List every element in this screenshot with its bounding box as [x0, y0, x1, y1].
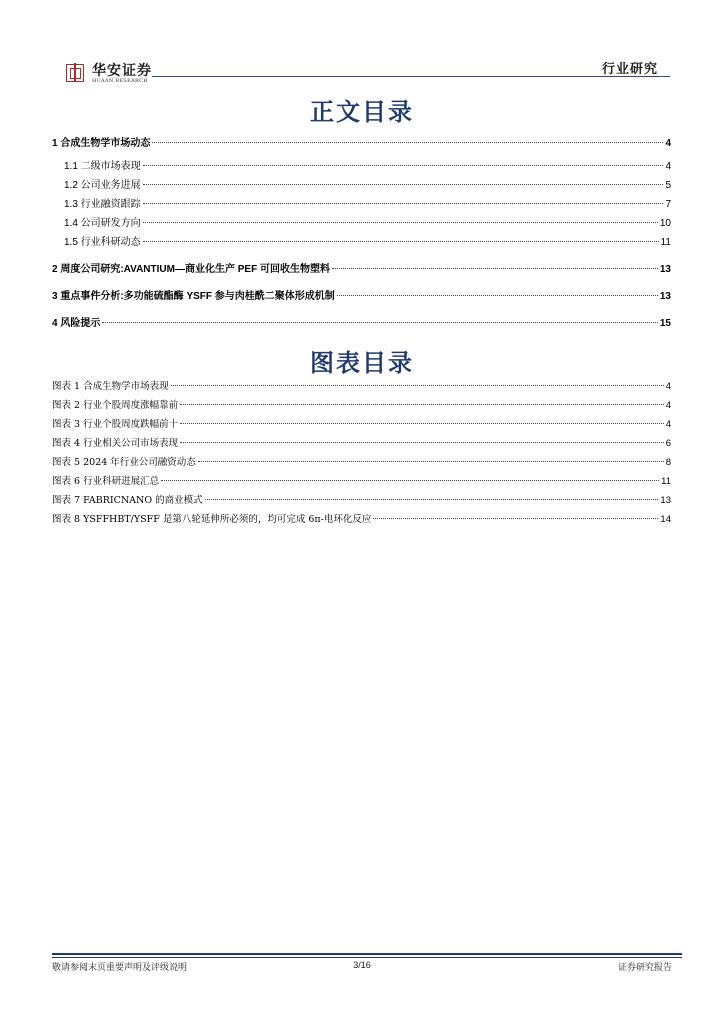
toc-title: 正文目录: [310, 97, 414, 126]
toc-entry-page: 4: [665, 419, 671, 430]
dot-leader: [198, 461, 664, 462]
toc-entry-page: 13: [660, 495, 671, 506]
toc-entry-page: 4: [665, 381, 671, 392]
page-number: 3/16: [353, 960, 371, 970]
toc-entry-page: 5: [665, 180, 671, 191]
toc-entry-label: 图表 6 行业科研进展汇总: [52, 476, 160, 487]
toc-entry[interactable]: [52, 416, 671, 435]
toc-entry-label: 1.5 行业科研动态: [64, 237, 141, 248]
figure-list-title: 图表目录: [310, 348, 414, 377]
toc-entry-label: 图表 2 行业个股周度涨幅靠前: [52, 400, 179, 411]
page-header: [52, 58, 670, 88]
dot-leader: [337, 295, 658, 296]
toc-entry-page: 11: [660, 237, 671, 248]
toc-entry-page: 13: [659, 264, 671, 275]
toc-entry-label: 4 风险提示: [52, 318, 101, 329]
toc-entry-page: 15: [659, 318, 671, 329]
toc-entry[interactable]: [52, 378, 671, 397]
dot-leader: [143, 241, 659, 242]
toc-entry-page: 6: [665, 438, 671, 449]
toc-entry-label: 图表 1 合成生物学市场表现: [52, 381, 169, 392]
toc-entry-page: 7: [665, 199, 671, 210]
dot-leader: [373, 518, 658, 519]
toc-list: [52, 134, 671, 333]
dot-leader: [102, 322, 658, 323]
toc-entry-label: 图表 7 FABRICNANO 的商业模式: [52, 495, 203, 506]
dot-leader: [143, 203, 664, 204]
header-divider: [152, 76, 670, 77]
toc-entry-label: 1.1 二级市场表现: [64, 161, 141, 172]
toc-entry-label: 1.3 行业融资跟踪: [64, 199, 141, 210]
toc-entry[interactable]: [52, 473, 671, 492]
toc-entry-label: 3 重点事件分析:多功能硫酯酶 YSFF 参与肉桂酰二聚体形成机制: [52, 291, 335, 302]
toc-entry-page: 4: [665, 400, 671, 411]
toc-entry[interactable]: [52, 176, 671, 195]
dot-leader: [171, 385, 664, 386]
toc-entry-label: 图表 8 YSFFHBT/YSFF 是第八轮延伸所必须的，均可完成 6π-电环化反应: [52, 514, 372, 525]
company-logo-icon: [66, 64, 84, 82]
toc-entry-label: 1.2 公司业务进展: [64, 180, 141, 191]
footer-report-type: 证券研究报告: [617, 963, 672, 973]
toc-entry[interactable]: [52, 492, 671, 511]
toc-entry-label: 2 周度公司研究:AVANTIUM—商业化生产 PEF 可回收生物塑料: [52, 264, 330, 275]
dot-leader: [143, 222, 658, 223]
dot-leader: [152, 142, 663, 143]
footer-divider: [52, 953, 682, 955]
dot-leader: [143, 184, 664, 185]
toc-entry-label: 图表 4 行业相关公司市场表现: [52, 438, 179, 449]
toc-entry-page: 11: [661, 476, 671, 487]
toc-entry[interactable]: [52, 195, 671, 214]
toc-entry-page: 4: [665, 161, 671, 172]
footer-divider-thin: [52, 957, 682, 958]
toc-entry-page: 14: [660, 514, 671, 525]
toc-entry-label: 图表 3 行业个股周度跌幅前十: [52, 419, 179, 430]
toc-entry-label: 1.4 公司研发方向: [64, 218, 141, 229]
section-label: 行业研究: [601, 62, 658, 77]
dot-leader: [180, 442, 664, 443]
toc-entry-label: 1 合成生物学市场动态: [52, 138, 151, 149]
toc-entry[interactable]: [52, 314, 671, 333]
dot-leader: [161, 480, 659, 481]
toc-entry[interactable]: [52, 454, 671, 473]
dot-leader: [205, 499, 659, 500]
dot-leader: [143, 165, 664, 166]
logo-name-en: HUAAN RESEARCH: [92, 78, 148, 84]
toc-entry[interactable]: [52, 233, 671, 252]
toc-entry-page: 10: [659, 218, 671, 229]
toc-entry[interactable]: [52, 435, 671, 454]
dot-leader: [332, 268, 658, 269]
toc-entry[interactable]: [52, 260, 671, 279]
toc-entry[interactable]: [52, 511, 671, 530]
logo-name-cn: 华安证券: [92, 63, 152, 79]
footer-disclaimer: 敬请参阅末页重要声明及评级说明: [52, 963, 188, 973]
toc-entry[interactable]: [52, 157, 671, 176]
toc-entry[interactable]: [52, 397, 671, 416]
toc-entry-page: 13: [659, 291, 671, 302]
toc-entry-label: 图表 5 2024 年行业公司融资动态: [52, 457, 196, 468]
dot-leader: [180, 423, 664, 424]
toc-entry[interactable]: [52, 214, 671, 233]
toc-entry-page: 4: [665, 138, 671, 149]
toc-entry[interactable]: [52, 287, 671, 306]
figure-list: [52, 378, 671, 530]
toc-entry[interactable]: [52, 134, 671, 153]
toc-entry-page: 8: [665, 457, 671, 468]
dot-leader: [180, 404, 664, 405]
